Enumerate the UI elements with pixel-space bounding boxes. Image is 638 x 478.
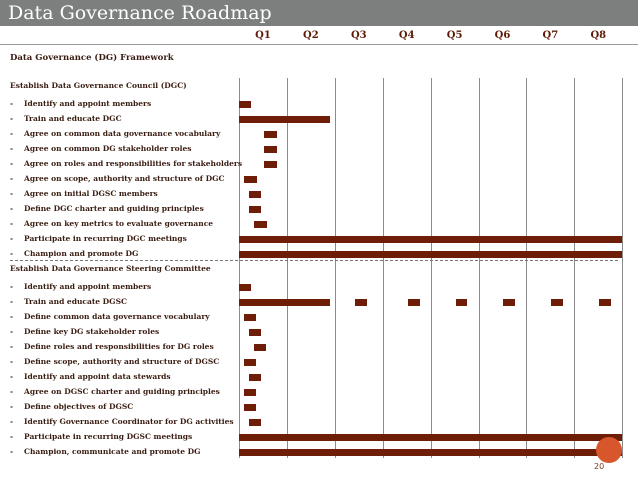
task-label: Agree on common DG stakeholder roles xyxy=(24,144,192,153)
bullet-marker: - xyxy=(10,249,14,258)
timeline-bar xyxy=(503,299,515,306)
section-heading: Establish Data Governance Council (DGC) xyxy=(10,81,187,90)
bullet-marker: - xyxy=(10,447,14,456)
task-label: Identify and appoint members xyxy=(24,282,152,291)
timeline-bar xyxy=(244,389,256,396)
task-row xyxy=(10,234,187,244)
quarter-label-q8: Q8 xyxy=(590,30,607,41)
task-row xyxy=(10,402,133,412)
bullet-marker: - xyxy=(10,342,14,351)
header-divider xyxy=(0,44,638,45)
task-label: Identify and appoint members xyxy=(24,99,152,108)
bullet-marker: - xyxy=(10,189,14,198)
timeline-bar xyxy=(239,284,251,291)
bullet-marker: - xyxy=(10,114,14,123)
timeline-bar xyxy=(244,359,256,366)
task-label: Define key DG stakeholder roles xyxy=(24,327,160,336)
timeline-bar xyxy=(244,404,256,411)
quarter-label-q1: Q1 xyxy=(255,30,271,41)
task-label: Define DGC charter and guiding principles xyxy=(24,204,204,213)
timeline-bar xyxy=(249,191,261,198)
task-row xyxy=(10,219,213,229)
bullet-marker: - xyxy=(10,234,14,243)
timeline-bar xyxy=(239,236,622,243)
task-row xyxy=(10,327,159,337)
timeline-bar xyxy=(244,176,257,183)
bullet-marker: - xyxy=(10,402,14,411)
bullet-marker: - xyxy=(10,282,14,291)
slide-number: 20 xyxy=(594,462,605,471)
bullet-marker: - xyxy=(10,387,14,396)
timeline-bar xyxy=(239,434,622,441)
task-label: Champion and promote DG xyxy=(24,249,139,258)
grid-line xyxy=(383,78,384,458)
bullet-marker: - xyxy=(10,129,14,138)
grid-line xyxy=(287,78,288,458)
timeline-bar xyxy=(254,221,267,228)
timeline-bar xyxy=(249,206,261,213)
title-bar xyxy=(0,0,638,26)
task-row xyxy=(10,129,220,139)
grid-line xyxy=(239,78,240,458)
quarter-label-q3: Q3 xyxy=(350,30,367,41)
decorative-circle xyxy=(596,437,622,463)
timeline-bar xyxy=(239,101,251,108)
timeline-bar xyxy=(254,344,266,351)
task-label: Agree on scope, authority and structure of DGC xyxy=(24,174,225,183)
timeline-bar xyxy=(408,299,420,306)
task-label: Identify Governance Coordinator for DG activities xyxy=(24,417,234,426)
task-label: Participate in recurring DGSC meetings xyxy=(24,432,193,441)
timeline-bar xyxy=(239,449,622,456)
bullet-marker: - xyxy=(10,357,14,366)
task-label: Define scope, authority and structure of DGSC xyxy=(24,357,220,366)
task-row xyxy=(10,342,214,352)
grid-line xyxy=(574,78,575,458)
bullet-marker: - xyxy=(10,144,14,153)
task-label: Agree on common data governance vocabulary xyxy=(24,129,221,138)
bullet-marker: - xyxy=(10,174,14,183)
grid-line xyxy=(622,78,623,458)
timeline-bar xyxy=(249,329,261,336)
task-label: Participate in recurring DGC meetings xyxy=(24,234,187,243)
quarter-label-q4: Q4 xyxy=(398,30,415,41)
framework-heading: Data Governance (DG) Framework xyxy=(10,53,174,63)
task-row xyxy=(10,282,151,292)
quarter-label-q2: Q2 xyxy=(303,30,319,41)
bullet-marker: - xyxy=(10,204,14,213)
timeline-bar xyxy=(456,299,468,306)
task-row xyxy=(10,159,242,169)
task-row xyxy=(10,99,151,109)
timeline-bar xyxy=(264,161,277,168)
task-label: Train and educate DGSC xyxy=(24,297,127,306)
timeline-bar xyxy=(249,419,261,426)
task-row xyxy=(10,144,191,154)
task-row xyxy=(10,447,201,457)
timeline-bar xyxy=(249,374,261,381)
section-heading: Establish Data Governance Steering Committee xyxy=(10,264,211,273)
task-label: Agree on DGSC charter and guiding principles xyxy=(24,387,220,396)
timeline-bar xyxy=(551,299,563,306)
page-title: Data Governance Roadmap xyxy=(8,2,272,24)
bullet-marker: - xyxy=(10,432,14,441)
grid-line xyxy=(526,78,527,458)
quarter-label-q5: Q5 xyxy=(446,30,463,41)
task-row xyxy=(10,204,204,214)
task-label: Define objectives of DGSC xyxy=(24,402,134,411)
task-label: Define common data governance vocabulary xyxy=(24,312,210,321)
quarter-label-q6: Q6 xyxy=(494,30,511,41)
bullet-marker: - xyxy=(10,159,14,168)
task-label: Agree on initial DGSC members xyxy=(24,189,158,198)
task-label: Identify and appoint data stewards xyxy=(24,372,171,381)
timeline-bar xyxy=(244,314,256,321)
task-label: Champion, communicate and promote DG xyxy=(24,447,201,456)
task-row xyxy=(10,114,122,124)
task-row xyxy=(10,357,219,367)
task-label: Agree on key metrics to evaluate governance xyxy=(24,219,214,228)
grid-line xyxy=(431,78,432,458)
task-row xyxy=(10,174,225,184)
timeline-bar xyxy=(264,146,277,153)
task-row xyxy=(10,387,220,397)
bullet-marker: - xyxy=(10,417,14,426)
task-row xyxy=(10,312,210,322)
bullet-marker: - xyxy=(10,372,14,381)
task-row xyxy=(10,189,158,199)
grid-line xyxy=(335,78,336,458)
section-divider xyxy=(10,260,618,261)
task-label: Define roles and responsibilities for DG roles xyxy=(24,342,214,351)
timeline-bar xyxy=(599,299,611,306)
bullet-marker: - xyxy=(10,297,14,306)
bullet-marker: - xyxy=(10,312,14,321)
timeline-bar xyxy=(239,116,330,123)
timeline-bar xyxy=(264,131,277,138)
timeline-bar xyxy=(355,299,367,306)
task-row xyxy=(10,297,127,307)
task-label: Agree on roles and responsibilities for stakeholders xyxy=(24,159,243,168)
bullet-marker: - xyxy=(10,327,14,336)
bullet-marker: - xyxy=(10,219,14,228)
quarter-label-q7: Q7 xyxy=(542,30,559,41)
task-row xyxy=(10,417,234,427)
task-row xyxy=(10,432,192,442)
bullet-marker: - xyxy=(10,99,14,108)
task-row xyxy=(10,249,138,259)
task-row xyxy=(10,372,171,382)
task-label: Train and educate DGC xyxy=(24,114,122,123)
timeline-bar xyxy=(239,251,622,258)
grid-line xyxy=(479,78,480,458)
timeline-bar xyxy=(239,299,330,306)
